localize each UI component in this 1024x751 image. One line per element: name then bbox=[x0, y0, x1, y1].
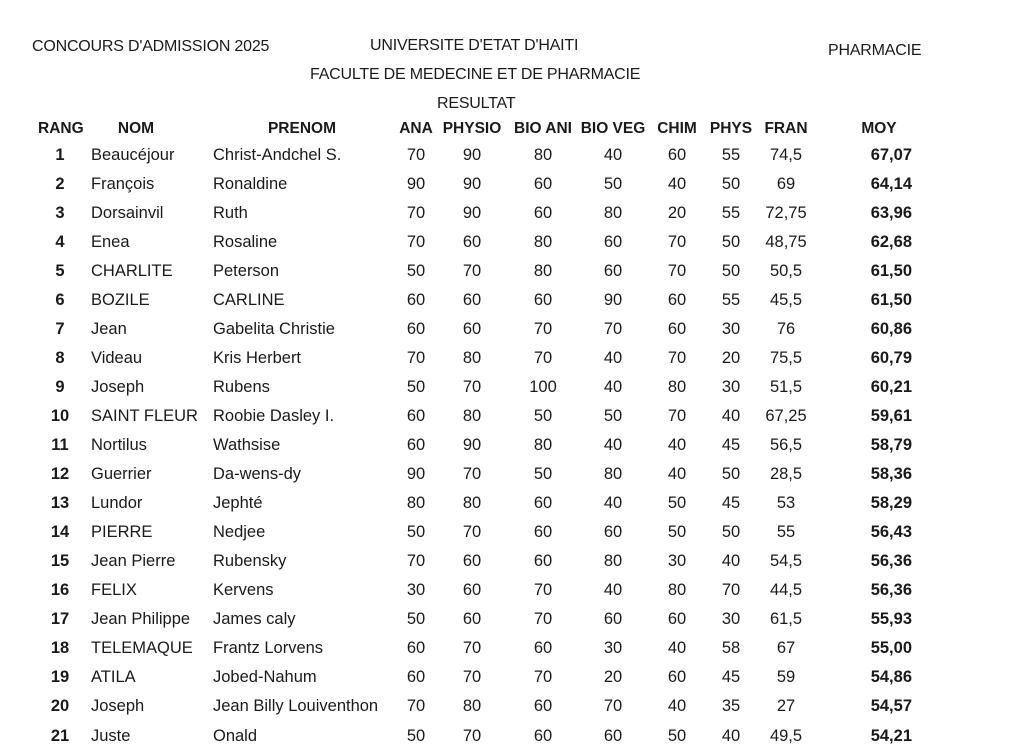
cell-bio-veg: 60 bbox=[603, 261, 623, 280]
cell-moy: 55,00 bbox=[870, 639, 912, 658]
cell-fran: 61,5 bbox=[769, 610, 803, 629]
cell-fran: 54,5 bbox=[769, 552, 803, 571]
table-row bbox=[0, 344, 1024, 373]
cell-phys: 55 bbox=[721, 203, 741, 222]
cell-bio-ani: 80 bbox=[533, 436, 553, 454]
cell-first-name: Da-wens-dy bbox=[213, 465, 302, 484]
cell-bio-ani: 50 bbox=[533, 465, 553, 484]
cell-bio-veg: 40 bbox=[603, 436, 623, 454]
faculty-name: FACULTE DE MEDECINE ET DE PHARMACIE bbox=[310, 66, 641, 83]
table-row bbox=[0, 373, 1024, 402]
cell-ana: 70 bbox=[406, 348, 426, 367]
cell-bio-ani: 70 bbox=[533, 581, 553, 600]
cell-ana: 70 bbox=[406, 145, 426, 164]
table-row bbox=[0, 692, 1024, 721]
cell-first-name: Ruth bbox=[213, 203, 248, 222]
cell-chim: 40 bbox=[667, 697, 687, 716]
cell-moy: 54,21 bbox=[870, 726, 912, 745]
cell-phys: 40 bbox=[721, 552, 741, 571]
column-header-moy: MOY bbox=[861, 120, 897, 137]
cell-rank: 13 bbox=[50, 494, 70, 513]
cell-bio-veg: 90 bbox=[603, 290, 623, 309]
cell-phys: 50 bbox=[721, 261, 741, 280]
cell-chim: 30 bbox=[667, 552, 687, 571]
cell-first-name: Frantz Lorvens bbox=[213, 639, 324, 658]
table-row bbox=[0, 228, 1024, 257]
cell-rank: 2 bbox=[55, 174, 65, 193]
cell-bio-veg: 60 bbox=[603, 523, 623, 542]
cell-moy: 60,21 bbox=[870, 377, 912, 396]
cell-bio-ani: 60 bbox=[533, 174, 553, 193]
cell-bio-ani: 60 bbox=[533, 697, 553, 716]
cell-fran: 53 bbox=[776, 494, 796, 513]
cell-moy: 56,36 bbox=[870, 581, 912, 600]
column-header-first-name: PRENOM bbox=[267, 120, 337, 137]
cell-ana: 70 bbox=[406, 697, 426, 716]
cell-bio-veg: 60 bbox=[603, 726, 623, 745]
cell-bio-veg: 70 bbox=[603, 319, 623, 338]
cell-physio: 90 bbox=[462, 145, 482, 164]
cell-last-name: Joseph bbox=[91, 697, 145, 716]
cell-moy: 61,50 bbox=[870, 290, 912, 309]
university-name: UNIVERSITE D'ETAT D'HAITI bbox=[370, 37, 579, 54]
cell-chim: 50 bbox=[667, 494, 687, 513]
table-row bbox=[0, 286, 1024, 315]
cell-first-name: Wathsise bbox=[213, 436, 281, 454]
cell-moy: 56,43 bbox=[870, 523, 912, 542]
cell-rank: 7 bbox=[55, 319, 65, 338]
cell-last-name: Lundor bbox=[91, 494, 143, 513]
cell-bio-veg: 30 bbox=[603, 639, 623, 658]
cell-phys: 20 bbox=[721, 348, 741, 367]
table-row bbox=[0, 460, 1024, 489]
cell-last-name: Jean Philippe bbox=[91, 610, 191, 629]
cell-moy: 55,93 bbox=[870, 610, 912, 629]
cell-ana: 60 bbox=[406, 436, 426, 454]
cell-bio-ani: 80 bbox=[533, 261, 553, 280]
cell-first-name: Nedjee bbox=[213, 523, 266, 542]
cell-moy: 63,96 bbox=[870, 203, 912, 222]
cell-rank: 3 bbox=[55, 203, 65, 222]
cell-moy: 67,07 bbox=[870, 145, 912, 164]
cell-chim: 70 bbox=[667, 232, 687, 251]
cell-chim: 40 bbox=[667, 639, 687, 658]
cell-chim: 40 bbox=[667, 174, 687, 193]
column-header-phys: PHYS bbox=[709, 120, 753, 137]
cell-bio-ani: 60 bbox=[533, 203, 553, 222]
cell-first-name: Christ-Andchel S. bbox=[213, 145, 342, 164]
cell-rank: 11 bbox=[51, 436, 69, 454]
cell-fran: 74,5 bbox=[769, 145, 803, 164]
cell-ana: 50 bbox=[406, 377, 426, 396]
cell-fran: 69 bbox=[776, 174, 796, 193]
cell-moy: 56,36 bbox=[870, 552, 912, 571]
cell-rank: 9 bbox=[55, 377, 65, 396]
cell-bio-ani: 60 bbox=[533, 494, 553, 513]
cell-fran: 67,25 bbox=[765, 406, 807, 425]
cell-chim: 20 bbox=[667, 203, 687, 222]
cell-fran: 55 bbox=[776, 523, 796, 542]
cell-chim: 50 bbox=[667, 523, 687, 542]
column-header-ana: ANA bbox=[399, 120, 433, 137]
cell-fran: 49,5 bbox=[769, 726, 803, 745]
cell-bio-ani: 100 bbox=[529, 377, 557, 396]
cell-bio-veg: 40 bbox=[603, 581, 623, 600]
cell-last-name: Jean bbox=[91, 319, 127, 338]
cell-phys: 30 bbox=[721, 319, 741, 338]
column-header-physio: PHYSIO bbox=[442, 120, 502, 137]
cell-bio-ani: 70 bbox=[533, 668, 553, 687]
cell-first-name: Rubensky bbox=[213, 552, 287, 571]
cell-physio: 80 bbox=[462, 406, 482, 425]
cell-ana: 50 bbox=[406, 261, 426, 280]
cell-chim: 70 bbox=[667, 348, 687, 367]
table-row bbox=[0, 257, 1024, 286]
cell-last-name: ATILA bbox=[91, 668, 136, 687]
cell-last-name: Guerrier bbox=[91, 465, 152, 484]
cell-moy: 64,14 bbox=[870, 174, 912, 193]
cell-last-name: CHARLITE bbox=[91, 261, 173, 280]
cell-bio-veg: 80 bbox=[603, 203, 623, 222]
cell-physio: 80 bbox=[462, 494, 482, 513]
exam-title: CONCOURS D'ADMISSION 2025 bbox=[32, 38, 270, 55]
cell-chim: 70 bbox=[667, 261, 687, 280]
cell-rank: 8 bbox=[55, 348, 65, 367]
cell-bio-veg: 80 bbox=[603, 552, 623, 571]
column-header-fran: FRAN bbox=[764, 120, 808, 137]
cell-bio-veg: 40 bbox=[603, 494, 623, 513]
cell-fran: 50,5 bbox=[769, 261, 803, 280]
cell-bio-veg: 40 bbox=[603, 348, 623, 367]
cell-rank: 4 bbox=[55, 232, 65, 251]
cell-bio-ani: 50 bbox=[533, 406, 553, 425]
cell-moy: 58,79 bbox=[870, 436, 912, 454]
table-row bbox=[0, 663, 1024, 692]
cell-moy: 58,36 bbox=[870, 465, 912, 484]
cell-physio: 60 bbox=[462, 581, 482, 600]
cell-ana: 60 bbox=[406, 319, 426, 338]
cell-phys: 30 bbox=[721, 610, 741, 629]
cell-first-name: Kris Herbert bbox=[213, 348, 302, 367]
cell-first-name: Ronaldine bbox=[213, 174, 288, 193]
cell-fran: 72,75 bbox=[765, 203, 807, 222]
cell-bio-ani: 60 bbox=[533, 523, 553, 542]
cell-moy: 58,29 bbox=[870, 494, 912, 513]
cell-physio: 90 bbox=[462, 436, 482, 454]
cell-fran: 45,5 bbox=[769, 290, 803, 309]
cell-last-name: FELIX bbox=[91, 581, 137, 600]
cell-moy: 60,86 bbox=[870, 319, 912, 338]
table-row bbox=[0, 170, 1024, 199]
cell-first-name: Kervens bbox=[213, 581, 274, 600]
cell-phys: 50 bbox=[721, 174, 741, 193]
cell-first-name: Rosaline bbox=[213, 232, 278, 251]
table-row bbox=[0, 634, 1024, 663]
cell-moy: 59,61 bbox=[870, 406, 912, 425]
cell-last-name: BOZILE bbox=[91, 290, 150, 309]
cell-bio-veg: 20 bbox=[603, 668, 623, 687]
cell-chim: 60 bbox=[667, 145, 687, 164]
cell-phys: 55 bbox=[721, 145, 741, 164]
table-row bbox=[0, 547, 1024, 576]
cell-moy: 61,50 bbox=[870, 261, 912, 280]
cell-bio-ani: 70 bbox=[533, 610, 553, 629]
cell-fran: 56,5 bbox=[769, 436, 803, 454]
table-header-row bbox=[0, 114, 1024, 143]
cell-ana: 50 bbox=[406, 523, 426, 542]
cell-ana: 70 bbox=[406, 203, 426, 222]
cell-ana: 60 bbox=[406, 668, 426, 687]
table-row bbox=[0, 489, 1024, 518]
cell-fran: 76 bbox=[776, 319, 796, 338]
cell-phys: 50 bbox=[721, 523, 741, 542]
cell-rank: 21 bbox=[50, 726, 70, 745]
cell-phys: 45 bbox=[721, 436, 741, 454]
cell-physio: 70 bbox=[462, 377, 482, 396]
cell-moy: 54,86 bbox=[870, 668, 912, 687]
cell-last-name: TELEMAQUE bbox=[91, 639, 193, 658]
column-header-last-name: NOM bbox=[117, 120, 155, 137]
cell-first-name: James caly bbox=[213, 610, 296, 629]
column-header-chim: CHIM bbox=[657, 120, 697, 137]
column-header-bio-ani: BIO ANI bbox=[514, 120, 572, 137]
cell-last-name: Enea bbox=[91, 232, 130, 251]
cell-physio: 80 bbox=[462, 348, 482, 367]
cell-rank: 18 bbox=[50, 639, 70, 658]
cell-physio: 60 bbox=[462, 319, 482, 338]
table-row bbox=[0, 605, 1024, 634]
cell-phys: 58 bbox=[721, 639, 741, 658]
table-row bbox=[0, 431, 1024, 460]
cell-fran: 59 bbox=[776, 668, 796, 687]
cell-last-name: SAINT FLEUR bbox=[91, 406, 198, 425]
cell-ana: 30 bbox=[406, 581, 426, 600]
table-row bbox=[0, 402, 1024, 431]
table-row bbox=[0, 722, 1024, 751]
cell-last-name: Dorsainvil bbox=[91, 203, 164, 222]
cell-ana: 60 bbox=[406, 639, 426, 658]
table-row bbox=[0, 199, 1024, 228]
cell-physio: 70 bbox=[462, 465, 482, 484]
cell-fran: 48,75 bbox=[765, 232, 807, 251]
cell-last-name: Videau bbox=[91, 348, 143, 367]
cell-last-name: Joseph bbox=[91, 377, 145, 396]
cell-phys: 55 bbox=[721, 290, 741, 309]
cell-physio: 70 bbox=[462, 523, 482, 542]
cell-first-name: Jobed-Nahum bbox=[213, 668, 317, 687]
cell-rank: 16 bbox=[50, 581, 70, 600]
cell-first-name: Jean Billy Louiventhon bbox=[213, 697, 379, 716]
cell-first-name: Rubens bbox=[213, 377, 270, 396]
cell-rank: 14 bbox=[50, 523, 70, 542]
cell-moy: 62,68 bbox=[870, 232, 912, 251]
cell-bio-veg: 40 bbox=[603, 377, 623, 396]
table-row bbox=[0, 141, 1024, 170]
cell-physio: 60 bbox=[462, 610, 482, 629]
cell-physio: 60 bbox=[462, 290, 482, 309]
cell-bio-ani: 60 bbox=[533, 290, 553, 309]
cell-rank: 17 bbox=[50, 610, 70, 629]
cell-phys: 40 bbox=[721, 406, 741, 425]
cell-phys: 45 bbox=[721, 494, 741, 513]
cell-phys: 35 bbox=[721, 697, 741, 716]
cell-fran: 27 bbox=[776, 697, 796, 716]
cell-chim: 60 bbox=[667, 668, 687, 687]
cell-first-name: Roobie Dasley I. bbox=[213, 406, 335, 425]
cell-bio-ani: 60 bbox=[533, 726, 553, 745]
cell-physio: 60 bbox=[462, 232, 482, 251]
cell-physio: 90 bbox=[462, 203, 482, 222]
cell-bio-ani: 80 bbox=[533, 232, 553, 251]
cell-ana: 90 bbox=[406, 174, 426, 193]
cell-fran: 67 bbox=[776, 639, 796, 658]
cell-ana: 70 bbox=[406, 552, 426, 571]
cell-physio: 90 bbox=[462, 174, 482, 193]
column-header-rank: RANG bbox=[38, 120, 84, 137]
cell-rank: 15 bbox=[50, 552, 70, 571]
cell-rank: 20 bbox=[50, 697, 70, 716]
table-row bbox=[0, 576, 1024, 605]
cell-ana: 80 bbox=[406, 494, 426, 513]
cell-bio-veg: 60 bbox=[603, 232, 623, 251]
cell-bio-ani: 70 bbox=[533, 348, 553, 367]
column-header-bio-veg: BIO VEG bbox=[580, 120, 646, 137]
cell-phys: 70 bbox=[721, 581, 741, 600]
cell-chim: 60 bbox=[667, 290, 687, 309]
cell-bio-veg: 50 bbox=[603, 174, 623, 193]
cell-first-name: CARLINE bbox=[213, 290, 285, 309]
cell-physio: 70 bbox=[462, 639, 482, 658]
cell-rank: 6 bbox=[55, 290, 65, 309]
cell-chim: 40 bbox=[667, 436, 687, 454]
cell-chim: 60 bbox=[667, 319, 687, 338]
cell-fran: 44,5 bbox=[769, 581, 803, 600]
cell-chim: 80 bbox=[667, 581, 687, 600]
cell-last-name: Beaucéjour bbox=[91, 145, 175, 164]
cell-physio: 70 bbox=[462, 668, 482, 687]
cell-rank: 5 bbox=[55, 261, 65, 280]
cell-chim: 70 bbox=[667, 406, 687, 425]
cell-last-name: François bbox=[91, 174, 155, 193]
cell-bio-veg: 40 bbox=[603, 145, 623, 164]
cell-last-name: Jean Pierre bbox=[91, 552, 176, 571]
cell-phys: 50 bbox=[721, 232, 741, 251]
cell-bio-ani: 60 bbox=[533, 639, 553, 658]
cell-first-name: Peterson bbox=[213, 261, 280, 280]
cell-phys: 30 bbox=[721, 377, 741, 396]
cell-last-name: Juste bbox=[91, 726, 131, 745]
cell-bio-veg: 70 bbox=[603, 697, 623, 716]
cell-phys: 50 bbox=[721, 465, 741, 484]
cell-moy: 60,79 bbox=[870, 348, 912, 367]
cell-bio-veg: 50 bbox=[603, 406, 623, 425]
cell-physio: 70 bbox=[462, 261, 482, 280]
cell-last-name: PIERRE bbox=[91, 523, 153, 542]
cell-bio-ani: 70 bbox=[533, 319, 553, 338]
cell-first-name: Gabelita Christie bbox=[213, 319, 335, 338]
program-name: PHARMACIE bbox=[828, 42, 922, 59]
cell-chim: 40 bbox=[667, 465, 687, 484]
cell-moy: 54,57 bbox=[870, 697, 912, 716]
cell-last-name: Nortilus bbox=[91, 436, 147, 454]
cell-bio-veg: 80 bbox=[603, 465, 623, 484]
table-row bbox=[0, 518, 1024, 547]
cell-ana: 50 bbox=[406, 610, 426, 629]
cell-rank: 1 bbox=[55, 145, 65, 164]
cell-physio: 80 bbox=[462, 697, 482, 716]
cell-fran: 28,5 bbox=[769, 465, 803, 484]
cell-bio-ani: 80 bbox=[533, 145, 553, 164]
cell-fran: 51,5 bbox=[769, 377, 803, 396]
cell-physio: 70 bbox=[462, 726, 482, 745]
cell-bio-veg: 60 bbox=[603, 610, 623, 629]
cell-phys: 40 bbox=[721, 726, 741, 745]
table-row bbox=[0, 315, 1024, 344]
cell-ana: 60 bbox=[406, 406, 426, 425]
results-heading: RESULTAT bbox=[437, 95, 516, 112]
cell-ana: 90 bbox=[406, 465, 426, 484]
cell-chim: 60 bbox=[667, 610, 687, 629]
cell-ana: 60 bbox=[406, 290, 426, 309]
cell-first-name: Jephté bbox=[213, 494, 263, 513]
cell-bio-ani: 60 bbox=[533, 552, 553, 571]
cell-rank: 12 bbox=[50, 465, 70, 484]
cell-fran: 75,5 bbox=[769, 348, 803, 367]
cell-physio: 60 bbox=[462, 552, 482, 571]
cell-ana: 70 bbox=[406, 232, 426, 251]
cell-first-name: Onald bbox=[213, 726, 258, 745]
cell-chim: 50 bbox=[667, 726, 687, 745]
cell-chim: 80 bbox=[667, 377, 687, 396]
cell-rank: 10 bbox=[50, 406, 70, 425]
cell-ana: 50 bbox=[406, 726, 426, 745]
cell-rank: 19 bbox=[50, 668, 70, 687]
cell-phys: 45 bbox=[721, 668, 741, 687]
